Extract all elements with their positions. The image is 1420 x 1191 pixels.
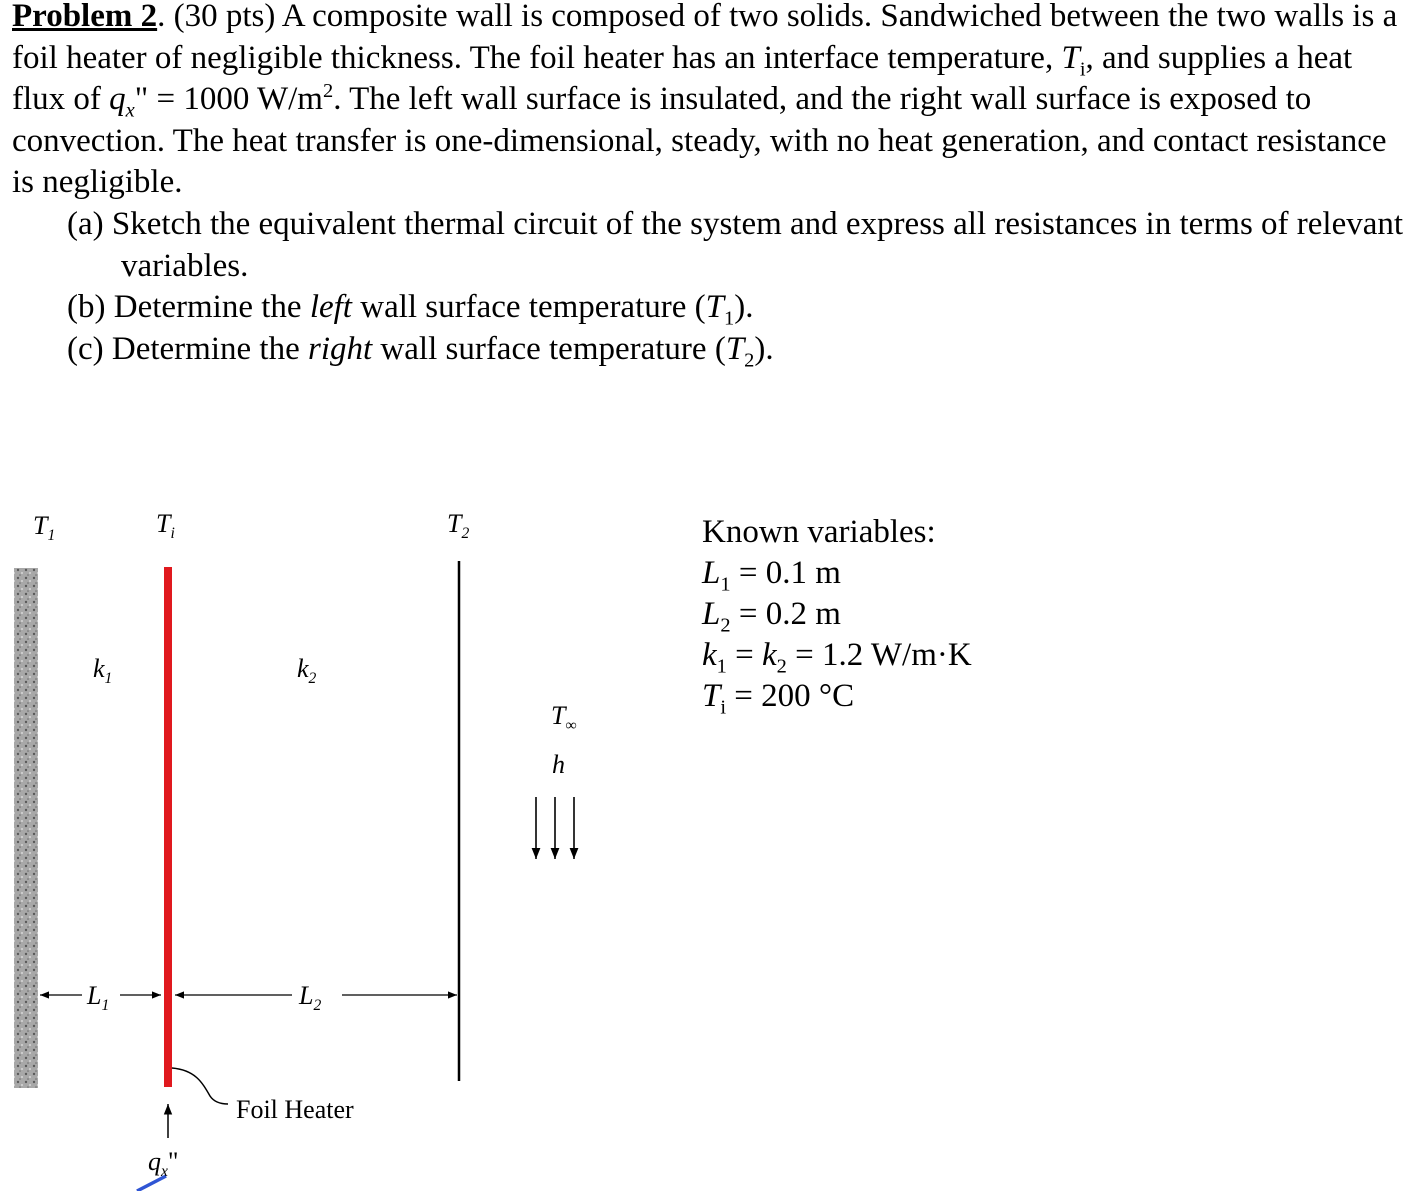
insulation-layer (14, 568, 38, 1088)
part-b: (b) Determine the left wall surface temperature $(T_1)$. (67, 289, 754, 330)
k1-label: $k_1$ (93, 654, 113, 688)
known-ti: $T_i = 200$ °C (702, 678, 855, 719)
foil-heater (164, 567, 172, 1087)
known-heading: Known variables: (702, 514, 936, 550)
problem-title: Problem 2 (12, 0, 158, 34)
known-k: $k_1 = k_2 = 1.2$ W/m·K (702, 637, 972, 678)
known-variables (702, 512, 972, 717)
known-l1: $L_1 = 0.1$ m (702, 555, 841, 596)
t2-label: $T_2$ (447, 509, 470, 543)
problem-paragraph: Problem 2. (30 pts) A composite wall is composed of two solids. Sandwiched between the two walls is a foil heater of negligible thickness. The foil heater has an interface temperature, $T_i$, and supplies a heat flux of $q_x$" = 1000 $W/m^2$. The left wall surface is insulated, and the right wall surface is exposed to convection. The heat transfer is one-dimensional, steady, with no heat generation, and contact resistance is negligible. (12, 0, 1398, 201)
t1-label: $T_1$ (33, 511, 56, 545)
l1-label: $L_1$ (87, 981, 110, 1015)
l2-label: $L_2$ (299, 981, 322, 1015)
foil-heater-label: Foil Heater (236, 1095, 354, 1124)
problem-points: (30 pts) (173, 0, 276, 34)
known-l2: $L_2 = 0.2$ m (702, 596, 841, 637)
t-infinity-label: $T_\infty$ (551, 701, 577, 735)
h-label: h (552, 750, 565, 779)
part-a: (a) Sketch the equivalent thermal circuit of the system and express all resistances in terms of relevant variables. (67, 205, 1404, 284)
part-c: (c) Determine the right wall surface temperature $(T_2)$. (67, 330, 774, 372)
k2-label: $k_2$ (297, 654, 317, 688)
foil-heater-leader (172, 1068, 228, 1104)
ti-label: $T_i$ (156, 509, 175, 543)
qx-label: $q_x$" (148, 1147, 179, 1181)
